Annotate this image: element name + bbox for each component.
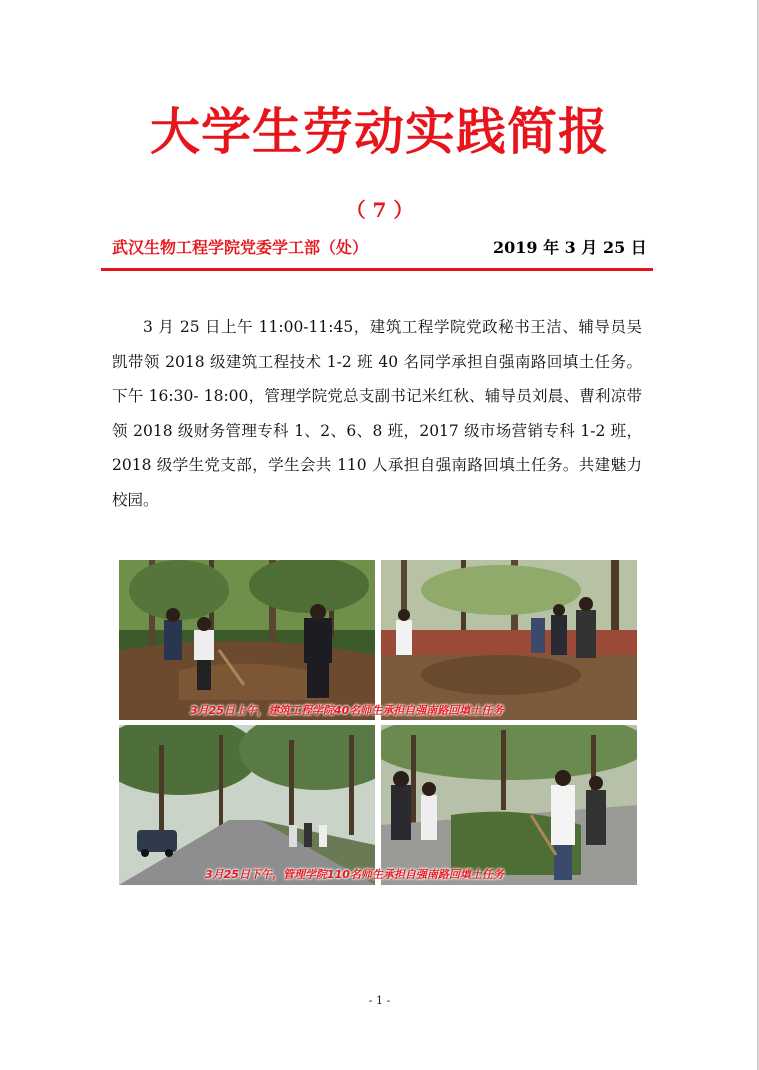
photo-afternoon-left [119,725,375,885]
photo-morning-left [119,560,375,720]
photo-caption-morning: 3月25日上午，建筑工程学院40名师生承担自强南路回填土任务 [190,704,504,717]
bulletin-title: 大学生劳动实践简报 [150,103,609,161]
page-number: - 1 - [368,994,391,1007]
photo-afternoon-right [381,725,637,885]
organization-name: 武汉生物工程学院党委学工部（处） [112,238,369,257]
report-paragraph: 3 月 25 日上午 11:00-11:45，建筑工程学院党政秘书王洁、辅导员吴凯带领 2018 级建筑工程技术 1-2 班 40 名同学承担自强南路回填土任务。下午 16:30- 18:00，管理学院党总支副书记米红秋、辅导员刘晨、曹利凉带领 2018 级财务管理专科 1、2、6、8 班，2017 级市场营销专科 1-2 班，2018 级学生党支部，学生会共 110 人承担自强南路回填土任务。共建魅力校园。 [112,318,642,509]
header-divider [101,268,653,271]
issue-number: （ 7 ） [345,198,414,222]
photo-caption-afternoon: 3月25日下午，管理学院110名师生承担自强南路回填土任务 [205,868,504,881]
photo-morning-right [381,560,637,720]
publish-date: 2019 年 3 月 25 日 [493,238,647,257]
